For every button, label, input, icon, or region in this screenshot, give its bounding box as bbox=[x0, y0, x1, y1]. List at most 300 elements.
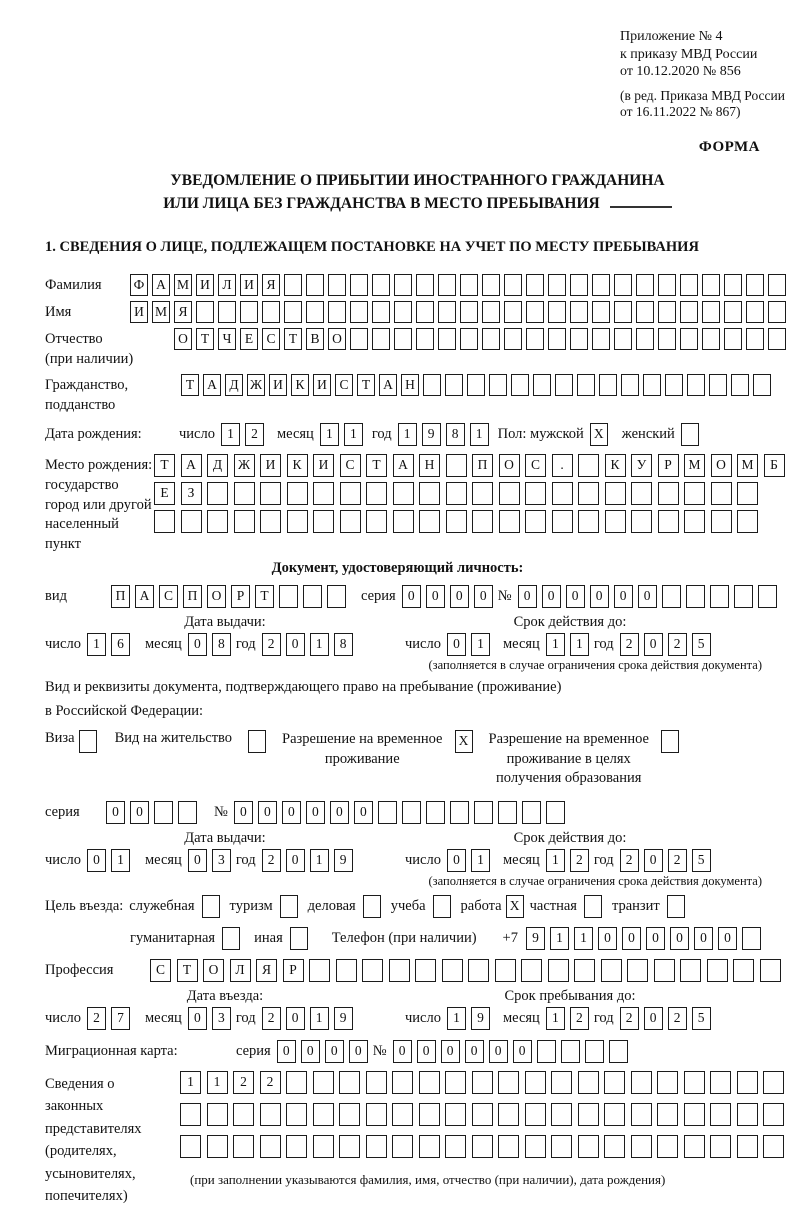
char-box bbox=[498, 1071, 519, 1094]
char-box: П bbox=[183, 585, 202, 608]
char-box bbox=[768, 274, 786, 296]
char-box bbox=[733, 959, 754, 982]
char-box bbox=[350, 274, 368, 296]
char-box bbox=[614, 328, 632, 350]
char-box bbox=[392, 1071, 413, 1094]
visit-purpose-row2 bbox=[130, 927, 790, 950]
char-box bbox=[260, 510, 281, 533]
month-label: месяц bbox=[144, 851, 182, 868]
char-box bbox=[643, 374, 661, 396]
char-box: 0 bbox=[286, 849, 305, 872]
identity-doc-note: (заполняется в случае ограничения срока действия документа) bbox=[428, 658, 762, 673]
year-label: год bbox=[593, 636, 614, 653]
char-box: 0 bbox=[465, 1040, 484, 1063]
char-box: Т bbox=[177, 959, 198, 982]
char-box: 0 bbox=[234, 801, 253, 824]
char-box: 1 bbox=[471, 849, 490, 872]
char-box: И bbox=[196, 274, 214, 296]
char-box bbox=[731, 374, 749, 396]
char-box bbox=[446, 454, 467, 477]
char-box: 0 bbox=[694, 927, 713, 950]
char-box bbox=[657, 1103, 678, 1126]
profession-boxes bbox=[150, 959, 786, 982]
purpose-humanitarian-checkbox bbox=[222, 927, 240, 950]
char-box bbox=[339, 1071, 360, 1094]
char-box: И bbox=[313, 454, 334, 477]
char-box bbox=[445, 1071, 466, 1094]
char-box bbox=[393, 482, 414, 505]
birth-place-label-line2: государство bbox=[45, 477, 119, 493]
char-box bbox=[495, 959, 516, 982]
residence-permit-options bbox=[45, 730, 790, 789]
identity-doc-date-headings bbox=[45, 614, 790, 631]
char-box: 2 bbox=[668, 633, 687, 656]
char-box: 9 bbox=[526, 927, 545, 950]
char-box: С bbox=[335, 374, 353, 396]
char-box bbox=[339, 1135, 360, 1158]
edu-residence-permit-checkbox bbox=[661, 730, 679, 753]
char-box bbox=[327, 585, 346, 608]
identity-issue-date bbox=[45, 633, 405, 656]
char-box: Н bbox=[419, 454, 440, 477]
char-box bbox=[336, 959, 357, 982]
char-box: Е bbox=[154, 482, 175, 505]
char-box: С bbox=[525, 454, 546, 477]
char-box: 2 bbox=[570, 849, 589, 872]
char-box: Л bbox=[218, 274, 236, 296]
char-box bbox=[680, 274, 698, 296]
char-box bbox=[306, 274, 324, 296]
char-box bbox=[548, 959, 569, 982]
citizenship-boxes bbox=[181, 374, 775, 396]
visa-label: Виза bbox=[45, 730, 75, 747]
char-box bbox=[218, 301, 236, 323]
char-box: 3 bbox=[212, 849, 231, 872]
char-box bbox=[746, 274, 764, 296]
representatives-label-line: попечителях) bbox=[45, 1188, 128, 1205]
char-box: Р bbox=[231, 585, 250, 608]
char-box bbox=[234, 510, 255, 533]
identity-doc-series-label: серия bbox=[361, 588, 396, 605]
char-box bbox=[526, 274, 544, 296]
form-title bbox=[45, 170, 790, 215]
migration-series-label: серия bbox=[236, 1042, 271, 1059]
char-box bbox=[525, 1103, 546, 1126]
visit-purpose-row bbox=[45, 895, 790, 918]
char-box bbox=[416, 301, 434, 323]
char-box bbox=[498, 1103, 519, 1126]
migration-number-label: № bbox=[372, 1042, 387, 1059]
char-box: 2 bbox=[260, 1071, 281, 1094]
representatives-row3-boxes bbox=[180, 1135, 790, 1158]
char-box bbox=[665, 374, 683, 396]
char-box bbox=[592, 301, 610, 323]
char-box: С bbox=[159, 585, 178, 608]
char-box bbox=[734, 585, 753, 608]
char-box bbox=[658, 328, 676, 350]
char-box bbox=[286, 1103, 307, 1126]
char-box bbox=[574, 959, 595, 982]
char-box bbox=[636, 274, 654, 296]
char-box: 0 bbox=[188, 1007, 207, 1030]
char-box: 0 bbox=[130, 801, 149, 824]
char-box bbox=[763, 1071, 784, 1094]
char-box: 1 bbox=[87, 633, 106, 656]
char-box: 1 bbox=[447, 1007, 466, 1030]
birth-date-label: Дата рождения: bbox=[45, 426, 142, 443]
residence-series-boxes bbox=[106, 801, 202, 824]
char-box: 0 bbox=[258, 801, 277, 824]
char-box: И bbox=[130, 301, 148, 323]
identity-valid-date bbox=[405, 633, 716, 656]
edu-permit-label-line3: получения образования bbox=[496, 770, 642, 787]
firstname-row bbox=[45, 301, 790, 323]
char-box: М bbox=[684, 454, 705, 477]
char-box bbox=[419, 1103, 440, 1126]
char-box: 0 bbox=[566, 585, 585, 608]
identity-valid-month bbox=[546, 633, 594, 656]
identity-issue-day bbox=[87, 633, 135, 656]
char-box bbox=[737, 510, 758, 533]
char-box bbox=[599, 374, 617, 396]
char-box: И bbox=[269, 374, 287, 396]
residence-valid-year bbox=[620, 849, 716, 872]
identity-valid-year bbox=[620, 633, 716, 656]
char-box: 0 bbox=[106, 801, 125, 824]
patronymic-label-line1: Отчество bbox=[45, 331, 103, 348]
identity-doc-number-label: № bbox=[497, 588, 512, 605]
char-box: Л bbox=[230, 959, 251, 982]
patronymic-label-line2: (при наличии) bbox=[45, 350, 134, 367]
char-box bbox=[340, 510, 361, 533]
char-box bbox=[570, 274, 588, 296]
identity-doc-row bbox=[45, 585, 790, 608]
char-box bbox=[154, 510, 175, 533]
char-box: 0 bbox=[542, 585, 561, 608]
identity-doc-heading: Документ, удостоверяющий личность: bbox=[271, 560, 524, 577]
char-box: 0 bbox=[513, 1040, 532, 1063]
char-box bbox=[631, 1135, 652, 1158]
citizenship-label-line2: подданство bbox=[45, 396, 116, 413]
purpose-tourism-label: туризм bbox=[229, 897, 273, 914]
char-box bbox=[763, 1103, 784, 1126]
char-box: М bbox=[174, 274, 192, 296]
identity-doc-series-boxes bbox=[402, 585, 498, 608]
char-box: В bbox=[306, 328, 324, 350]
firstname-boxes bbox=[130, 301, 790, 323]
char-box bbox=[758, 585, 777, 608]
char-box bbox=[570, 301, 588, 323]
char-box bbox=[724, 328, 742, 350]
char-box bbox=[287, 510, 308, 533]
residence-issue-day bbox=[87, 849, 135, 872]
char-box bbox=[372, 274, 390, 296]
char-box: И bbox=[240, 274, 258, 296]
char-box bbox=[537, 1040, 556, 1063]
residence-valid-month bbox=[546, 849, 594, 872]
char-box bbox=[724, 301, 742, 323]
birth-date-row bbox=[45, 423, 790, 446]
char-box bbox=[546, 801, 565, 824]
forma-label: ФОРМА bbox=[698, 139, 760, 156]
birth-place-boxes bbox=[154, 454, 790, 538]
char-box: 2 bbox=[262, 849, 281, 872]
citizenship-row bbox=[45, 374, 790, 415]
patronymic-row bbox=[45, 328, 790, 369]
char-box bbox=[710, 1135, 731, 1158]
purpose-tourism-checkbox bbox=[280, 895, 298, 918]
char-box bbox=[460, 328, 478, 350]
char-box: 1 bbox=[546, 633, 565, 656]
char-box: 0 bbox=[638, 585, 657, 608]
edu-permit-label bbox=[489, 730, 649, 789]
char-box: 0 bbox=[354, 801, 373, 824]
birth-place-row1-boxes bbox=[154, 454, 790, 477]
residence-doc-date-headings bbox=[45, 830, 790, 847]
char-box bbox=[366, 510, 387, 533]
char-box bbox=[313, 510, 334, 533]
char-box bbox=[631, 482, 652, 505]
char-box bbox=[533, 374, 551, 396]
char-box: Ф bbox=[130, 274, 148, 296]
char-box bbox=[551, 1071, 572, 1094]
purpose-business-label: деловая bbox=[307, 897, 356, 914]
char-box: 0 bbox=[87, 849, 106, 872]
char-box bbox=[284, 274, 302, 296]
char-box bbox=[684, 1071, 705, 1094]
char-box bbox=[260, 482, 281, 505]
char-box bbox=[636, 328, 654, 350]
residence-valid-date bbox=[405, 849, 716, 872]
char-box bbox=[680, 328, 698, 350]
surname-row bbox=[45, 274, 790, 296]
char-box bbox=[680, 301, 698, 323]
char-box bbox=[504, 301, 522, 323]
char-box: 0 bbox=[188, 849, 207, 872]
char-box bbox=[724, 274, 742, 296]
char-box bbox=[389, 959, 410, 982]
firstname-label: Имя bbox=[45, 304, 72, 321]
char-box: 1 bbox=[470, 423, 489, 446]
char-box bbox=[313, 482, 334, 505]
char-box: 0 bbox=[646, 927, 665, 950]
char-box bbox=[392, 1103, 413, 1126]
char-box bbox=[521, 959, 542, 982]
char-box bbox=[737, 482, 758, 505]
char-box bbox=[551, 1135, 572, 1158]
char-box bbox=[605, 482, 626, 505]
month-label: месяц bbox=[144, 1009, 182, 1026]
char-box: Т bbox=[255, 585, 274, 608]
appendix-line: (в ред. Приказа МВД России bbox=[620, 87, 785, 103]
char-box bbox=[339, 1103, 360, 1126]
day-label: число bbox=[45, 851, 81, 868]
residence-issue-month bbox=[188, 849, 236, 872]
char-box: 9 bbox=[334, 1007, 353, 1030]
purpose-transit-checkbox bbox=[667, 895, 685, 918]
char-box bbox=[234, 482, 255, 505]
char-box bbox=[260, 1103, 281, 1126]
char-box bbox=[552, 482, 573, 505]
char-box bbox=[372, 328, 390, 350]
char-box: З bbox=[181, 482, 202, 505]
char-box bbox=[445, 1103, 466, 1126]
representatives-row bbox=[45, 1071, 790, 1208]
char-box: Ж bbox=[247, 374, 265, 396]
purpose-work-label: работа bbox=[460, 897, 502, 914]
char-box bbox=[604, 1071, 625, 1094]
char-box bbox=[445, 374, 463, 396]
char-box: С bbox=[340, 454, 361, 477]
residence-number-boxes bbox=[234, 801, 570, 824]
identity-issue-month bbox=[188, 633, 236, 656]
char-box bbox=[262, 301, 280, 323]
char-box bbox=[627, 959, 648, 982]
representatives-label-line: (родителях, bbox=[45, 1143, 117, 1160]
month-label: месяц bbox=[144, 636, 182, 653]
char-box: 0 bbox=[598, 927, 617, 950]
char-box bbox=[313, 1103, 334, 1126]
char-box: 0 bbox=[286, 1007, 305, 1030]
char-box bbox=[284, 301, 302, 323]
day-label: число bbox=[405, 636, 441, 653]
char-box bbox=[415, 959, 436, 982]
char-box bbox=[737, 1103, 758, 1126]
char-box bbox=[525, 1071, 546, 1094]
char-box: А bbox=[152, 274, 170, 296]
char-box bbox=[460, 274, 478, 296]
char-box bbox=[438, 301, 456, 323]
residence-doc-dates bbox=[45, 849, 790, 872]
char-box: 0 bbox=[393, 1040, 412, 1063]
representatives-label-line: представителях bbox=[45, 1120, 142, 1137]
char-box: 8 bbox=[334, 633, 353, 656]
char-box: 1 bbox=[221, 423, 240, 446]
purpose-study-label: учеба bbox=[390, 897, 426, 914]
char-box: 0 bbox=[349, 1040, 368, 1063]
char-box: 0 bbox=[282, 801, 301, 824]
char-box bbox=[426, 801, 445, 824]
char-box: 0 bbox=[441, 1040, 460, 1063]
char-box bbox=[684, 1103, 705, 1126]
char-box: С bbox=[262, 328, 280, 350]
char-box bbox=[499, 482, 520, 505]
char-box: 0 bbox=[644, 633, 663, 656]
patronymic-boxes bbox=[174, 328, 790, 350]
visa-checkbox bbox=[79, 730, 97, 753]
temp-permit-label-line2: проживание bbox=[324, 750, 400, 767]
char-box bbox=[662, 585, 681, 608]
char-box: А bbox=[203, 374, 221, 396]
char-box bbox=[742, 927, 761, 950]
char-box bbox=[621, 374, 639, 396]
char-box bbox=[768, 328, 786, 350]
char-box bbox=[196, 301, 214, 323]
char-box: П bbox=[472, 454, 493, 477]
char-box: Ж bbox=[234, 454, 255, 477]
birth-place-row2-boxes bbox=[154, 482, 790, 505]
stay-day bbox=[447, 1007, 495, 1030]
char-box: 2 bbox=[233, 1071, 254, 1094]
char-box bbox=[240, 301, 258, 323]
char-box: 0 bbox=[325, 1040, 344, 1063]
edu-permit-label-line1: Разрешение на временное bbox=[488, 731, 649, 748]
year-label: год bbox=[235, 851, 256, 868]
purpose-private-label: частная bbox=[529, 897, 577, 914]
char-box: Ч bbox=[218, 328, 236, 350]
char-box: 1 bbox=[310, 849, 329, 872]
char-box bbox=[498, 1135, 519, 1158]
char-box bbox=[394, 274, 412, 296]
char-box: М bbox=[152, 301, 170, 323]
char-box bbox=[366, 1071, 387, 1094]
entry-date-headings bbox=[45, 988, 790, 1005]
char-box: К bbox=[287, 454, 308, 477]
char-box bbox=[394, 301, 412, 323]
char-box: О bbox=[203, 959, 224, 982]
char-box: 0 bbox=[306, 801, 325, 824]
char-box bbox=[350, 328, 368, 350]
char-box: 9 bbox=[471, 1007, 490, 1030]
char-box: 0 bbox=[402, 585, 421, 608]
char-box bbox=[684, 482, 705, 505]
char-box bbox=[394, 328, 412, 350]
entry-date bbox=[45, 1007, 405, 1030]
char-box bbox=[460, 301, 478, 323]
char-box: 1 bbox=[574, 927, 593, 950]
char-box: 8 bbox=[446, 423, 465, 446]
char-box: 2 bbox=[87, 1007, 106, 1030]
char-box bbox=[711, 510, 732, 533]
patronymic-label bbox=[45, 328, 174, 369]
char-box: 1 bbox=[546, 849, 565, 872]
char-box: 2 bbox=[668, 1007, 687, 1030]
sex-female-checkbox bbox=[681, 423, 699, 446]
char-box: Р bbox=[283, 959, 304, 982]
char-box bbox=[552, 510, 573, 533]
char-box bbox=[482, 301, 500, 323]
char-box bbox=[511, 374, 529, 396]
sex-male-checkbox: X bbox=[590, 423, 608, 446]
stay-until-date bbox=[405, 1007, 716, 1030]
purpose-humanitarian-label: гуманитарная bbox=[130, 929, 216, 946]
sex-male-label: Пол: мужской bbox=[497, 426, 584, 443]
char-box bbox=[467, 374, 485, 396]
char-box bbox=[366, 1135, 387, 1158]
char-box bbox=[181, 510, 202, 533]
char-box bbox=[684, 510, 705, 533]
phone-prefix: +7 bbox=[502, 929, 518, 946]
char-box bbox=[578, 1135, 599, 1158]
representatives-boxes bbox=[180, 1071, 790, 1188]
char-box bbox=[592, 328, 610, 350]
char-box: 1 bbox=[546, 1007, 565, 1030]
char-box bbox=[450, 801, 469, 824]
residence-issue-heading: Дата выдачи: bbox=[184, 829, 266, 846]
purpose-office-label: служебная bbox=[129, 897, 195, 914]
char-box bbox=[710, 585, 729, 608]
char-box bbox=[328, 274, 346, 296]
profession-row bbox=[45, 959, 790, 982]
char-box: 0 bbox=[188, 633, 207, 656]
char-box: 0 bbox=[614, 585, 633, 608]
char-box: 0 bbox=[518, 585, 537, 608]
day-label: число bbox=[405, 1009, 441, 1026]
char-box bbox=[472, 482, 493, 505]
stay-until-heading: Срок пребывания до: bbox=[504, 987, 636, 1004]
char-box bbox=[702, 274, 720, 296]
char-box bbox=[392, 1135, 413, 1158]
